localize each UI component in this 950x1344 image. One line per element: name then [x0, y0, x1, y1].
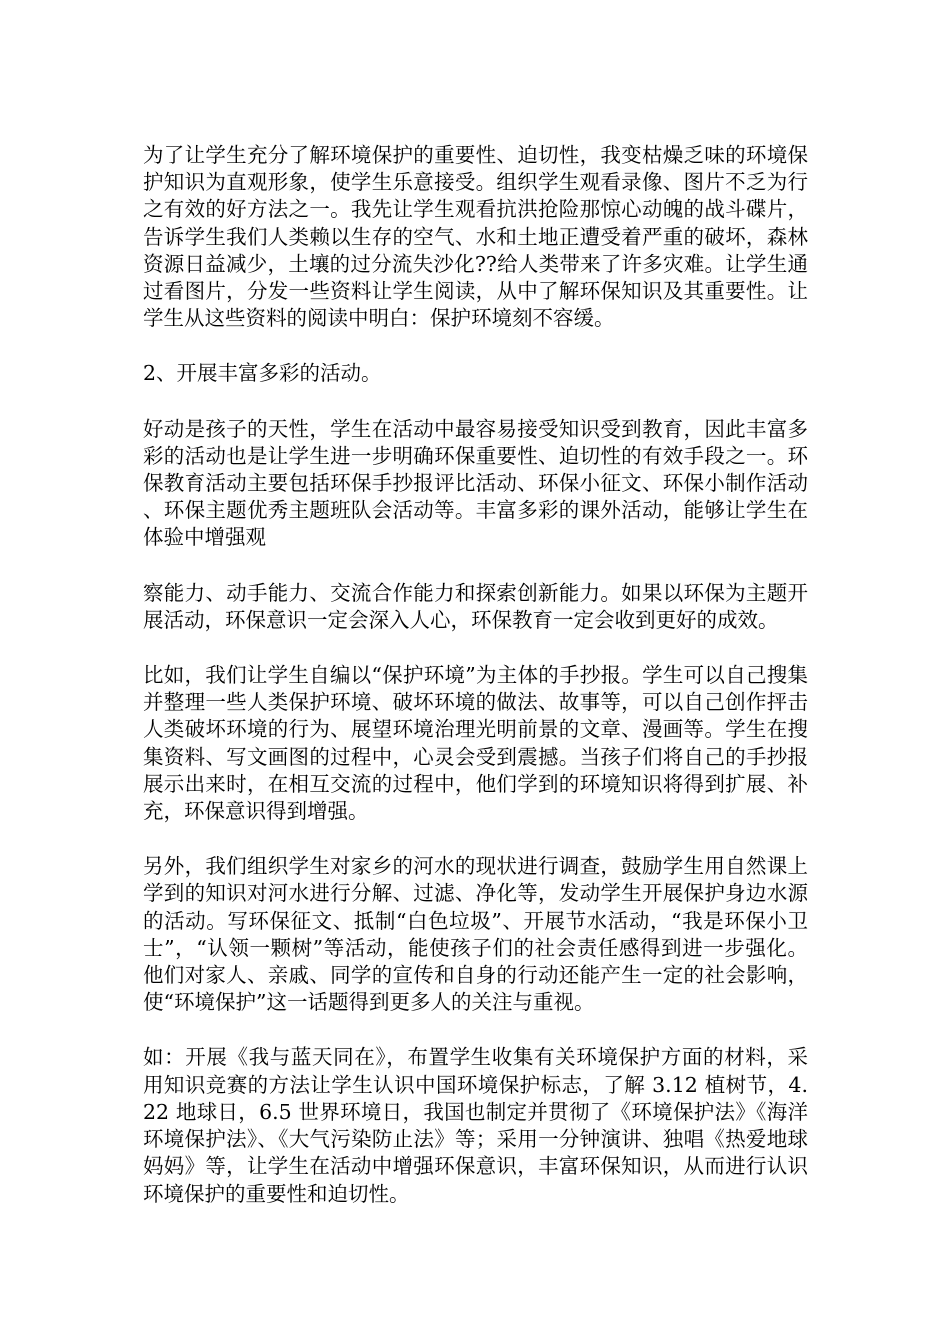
- paragraph-blue-sky-event: 如：开展《我与蓝天同在》，布置学生收集有关环境保护方面的材料，采用知识竞赛的方法让学生认识中国环境保护标志，了解 3.12 植树节，4.22 地球日，6.5 世界环境日，我国也制定并贯彻了《环境保护法》《海洋环境保护法》、《大气污染防止法》等；采用一分钟演讲、独唱《热爱地球妈妈》等，让学生在活动中增强环保意识，丰富环保知识，从而进行认识环境保护的重要性和迫切性。: [143, 1045, 808, 1206]
- paragraph-river-investigation: 另外，我们组织学生对家乡的河水的现状进行调查，鼓励学生用自然课上学到的知识对河水进行分解、过滤、净化等，发动学生开展保护身边水源的活动。写环保征文、抵制“白色垃圾”、开展节水活动，“我是环保小卫士”，“认领一颗树”等活动，能使孩子们的社会责任感得到进一步强化。他们对家人、亲戚、同学的宣传和自身的行动还能产生一定的社会影响，使“环境保护”这一话题得到更多人的关注与重视。: [143, 854, 808, 1015]
- paragraph-abilities: 察能力、动手能力、交流合作能力和探索创新能力。如果以环保为主题开展活动，环保意识一定会深入人心，环保教育一定会收到更好的成效。: [143, 580, 808, 632]
- paragraph-activities-overview: 好动是孩子的天性，学生在活动中最容易接受知识受到教育，因此丰富多彩的活动也是让学生进一步明确环保重要性、迫切性的有效手段之一。环保教育活动主要包括环保手抄报评比活动、环保小征文、环保小制作活动、环保主题优秀主题班队会活动等。丰富多彩的课外活动，能够让学生在体验中增强观: [143, 416, 808, 550]
- paragraph-intro-visual-teaching: 为了让学生充分了解环境保护的重要性、迫切性，我变枯燥乏味的环境保护知识为直观形象，使学生乐意接受。组织学生观看录像、图片不乏为行之有效的好方法之一。我先让学生观看抗洪抢险那惊心动魄的战斗碟片，告诉学生我们人类赖以生存的空气、水和土地正遭受着严重的破坏，森林资源日益减少，土壤的过分流失沙化??给人类带来了许多灾难。让学生通过看图片，分发一些资料让学生阅读，从中了解环保知识及其重要性。让学生从这些资料的阅读中明白：保护环境刻不容缓。: [143, 143, 808, 331]
- paragraph-handwritten-newspaper: 比如，我们让学生自编以“保护环境”为主体的手抄报。学生可以自己搜集并整理一些人类保护环境、破坏环境的做法、故事等，可以自己创作抨击人类破坏环境的行为、展望环境治理光明前景的文章、漫画等。学生在搜集资料、写文画图的过程中，心灵会受到震撼。当孩子们将自己的手抄报展示出来时，在相互交流的过程中，他们学到的环境知识将得到扩展、补充，环保意识得到增强。: [143, 663, 808, 824]
- section-heading-activities: 2、开展丰富多彩的活动。: [143, 361, 382, 386]
- document-body: [143, 142, 808, 1236]
